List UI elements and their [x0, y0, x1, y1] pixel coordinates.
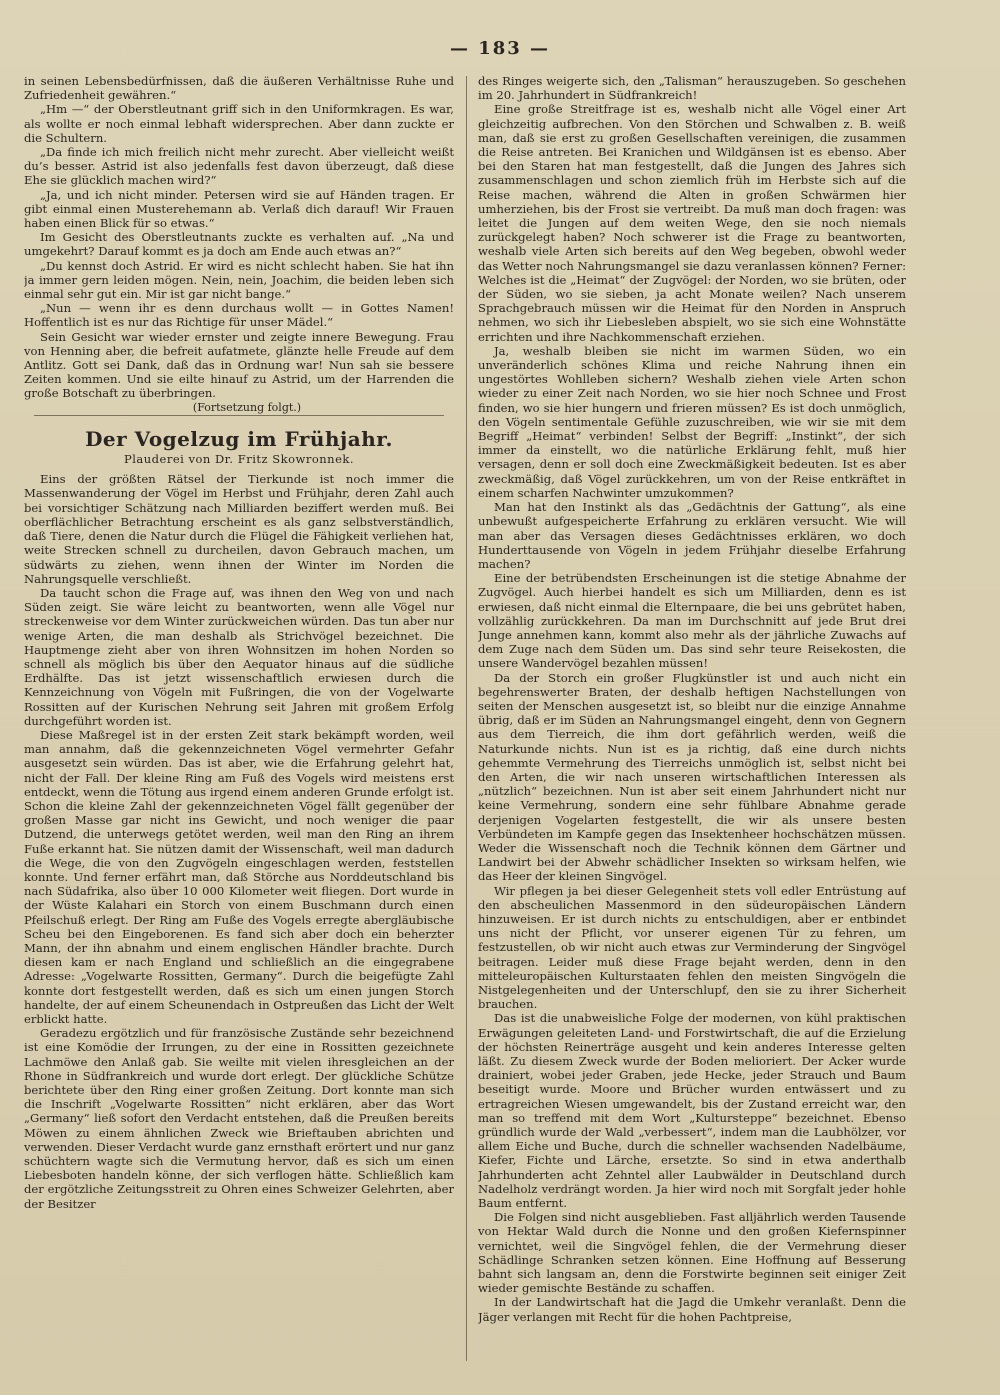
article-paragraph: Wir pflegen ja bei dieser Gelegenheit stets voll edler Entrüstung auf den abscheulichen Massenmord in den südeuropäischen Ländern hinzuweisen. Er ist durch nichts zu entschuldigen, aber er entbindet uns nicht der Pflicht, vor unserer eigenen Tür zu fehren, um festzustellen, ob wir nicht auch etwas zur Verminderung der Singvögel beitragen. Leider muß diese Frage bejaht werden, denn in den mitteleuropäischen Kulturstaaten fehlen den meisten Singvögeln die Nistgelegenheiten und der Unterschlupf, den sie zu ihrer Sicherheit brauchen. [478, 883, 906, 1012]
story-paragraph: Im Gesicht des Oberstleutnants zuckte es verhalten auf. „Na und umgekehrt? Darauf kommt es ja doch am Ende auch etwas an?“ [24, 230, 454, 259]
article-paragraph: Das ist die unabweisliche Folge der modernen, von kühl praktischen Erwägungen geleiteten Land- und Forstwirtschaft, die auf die Erzielung der höchsten Reinerträge ausgeht und kein anderes Interesse gelten läßt. Zu diesem Zweck wurde der Boden melioriert. Der Acker wurde drainiert, wobei jeder Graben, jede Hecke, jeder Strauch und Baum beseitigt wurde. Moore und Brücher wurden entwässert und zu ertragreichen Wiesen umgewandelt, bis der Zustand erreicht war, den man so treffend mit dem Wort „Kultursteppe“ bezeichnet. Ebenso gründlich wurde der Wald „verbessert“, indem man die Laubhölzer, vor allem Eiche und Buche, durch die schneller wachsenden Nadelbäume, Kiefer, Fichte und Lärche, ersetzte. So sind in etwa anderthalb Jahrhunderten acht Zehntel aller Laubwälder in Deutschland durch Nadelholz verdrängt worden. Ja hier wird noch mit Sorgfalt jeder hohle Baum entfernt. [478, 1011, 906, 1211]
article-paragraph: Die Folgen sind nicht ausgeblieben. Fast alljährlich werden Tausende von Hektar Wald durch die Nonne und den großen Kiefernspinner vernichtet, weil die Singvögel fehlen, die der Vermehrung dieser Schädlinge Schranken setzen können. Eine Hoffnung auf Besserung bahnt sich langsam an, denn die Forstwirte beginnen seit einiger Zeit wieder gemischte Bestände zu schaffen. [478, 1210, 906, 1296]
article-paragraph: Ja, weshalb bleiben sie nicht im warmen Süden, wo ein unveränderlich schönes Klima und reiche Nahrung ihnen ein ungestörtes Wohlleben sichern? Weshalb ziehen viele Arten schon wieder zu einer Zeit nach Norden, wo sie hier noch Schnee und Frost finden, wo sie hier hungern und frieren müssen? Es ist doch unmöglich, den Vögeln sentimentale Gefühle zuzuschreiben, wie wir sie mit dem Begriff „Heimat“ verbinden! Selbst der Begriff: „Instinkt“, der sich immer da einstellt, wo die natürliche Erklärung fehlt, muß hier versagen, denn er soll doch eine Zweckmäßigkeit bedeuten. Ist es aber zweckmäßig, daß Vögel zurückkehren, um von der Reise entkräftet in einem scharfen Nachwinter umzukommen? [478, 343, 906, 500]
story-paragraph: „Hm —“ der Oberstleutnant griff sich in den Uniformkragen. Es war, als wollte er noch einmal lebhaft widersprechen. Aber dann zuckte er die Schultern. [24, 102, 454, 145]
story-paragraph: „Da finde ich mich freilich nicht mehr zurecht. Aber vielleicht weißt du’s besser. Astrid ist also jedenfalls fest davon überzeugt, daß diese Ehe sie glücklich machen wird?“ [24, 145, 454, 188]
article-paragraph: Eine große Streitfrage ist es, weshalb nicht alle Vögel einer Art gleichzeitig aufbrechen. Von den Störchen und Schwalben z. B. weiß man, daß sie erst zu großen Gesellschaften vereinigen, die zusammen die Reise antreten. Bei Kranichen und Wildgänsen ist es ebenso. Aber bei den Staren hat man festgestellt, daß die Jungen des Jahres sich zusammenschlagen und schon ziemlich früh im Herbste sich auf die Reise machen, während die Alten in großen Schwärmen hier umherziehen, bis der Frost sie vertreibt. Da muß man doch fragen: was leitet die Jungen auf dem weiten Wege, den sie noch niemals zurückgelegt haben? Noch schwerer ist die Frage zu beantworten, weshalb viele Arten sich bereits auf den Weg begeben, obwohl weder das Wetter noch Nahrungsmangel sie dazu veranlassen können? Ferner: Welches ist die „Heimat“ der Zugvögel: der Norden, wo sie brüten, oder der Süden, wo sie sieben, ja acht Monate weilen? Nach unserem Sprachgebrauch müssen wir die Heimat für den Norden in Anspruch nehmen, wo sich ihr Liebesleben abspielt, wo sie sich eine Wohnstätte errichten und ihre Nachkommenschaft erziehen. [478, 102, 906, 344]
right-column [478, 74, 906, 1374]
article-paragraph: Diese Maßregel ist in der ersten Zeit stark bekämpft worden, weil man annahm, daß die gekennzeichneten Vögel vermehrter Gefahr ausgesetzt sein würden. Das ist aber, wie die Erfahrung gelehrt hat, nicht der Fall. Der kleine Ring am Fuß des Vogels wird meistens erst entdeckt, wenn die Tötung aus irgend einem anderen Grunde erfolgt ist. Schon die kleine Zahl der gekennzeichneten Vögel fällt gegenüber der großen Masse gar nicht ins Gewicht, und noch weniger die paar Dutzend, die unterwegs getötet werden, weil man den Ring an ihrem Fuße erkannt hat. Sie nützen damit der Wissenschaft, weil man dadurch die Wege, die von den Zugvögeln eingeschlagen werden, feststellen konnte. Und ferner erfährt man, daß Störche aus Norddeutschland bis nach Südafrika, also über 10 000 Kilometer weit fliegen. Dort wurde in der Wüste Kalahari ein Storch von einem Buschmann durch einen Pfeilschuß erlegt. Der Ring am Fuße des Vogels erregte abergläubische Scheu bei den Eingeborenen. Es fand sich aber doch ein beherzter Mann, der ihn abnahm und einem englischen Händler brachte. Durch diesen kam er nach England und schließlich an die eingegrabene Adresse: „Vogelwarte Rossitten, Germany“. Durch die beigefügte Zahl konnte dort festgestellt werden, daß es sich um einen jungen Storch handelte, der auf einem Scheunendach in Ostpreußen das Licht der Welt erblickt hatte. [24, 727, 454, 1026]
article-paragraph: Geradezu ergötzlich und für französische Zustände sehr bezeichnend ist eine Komödie der Irrungen, zu der eine in Rossitten gezeichnete Lachmöwe den Anlaß gab. Sie weilte mit vielen ihresgleichen an der Rhone in Südfrankreich und wurde dort erlegt. Der glückliche Schütze berichtete über den Ring einer großen Zeitung. Dort konnte man sich die Inschrift „Vogelwarte Rossitten“ nicht erklären, aber das Wort „Germany“ ließ sofort den Verdacht entstehen, daß die Preußen bereits Möwen zu einem ähnlichen Zweck wie Brieftauben abrichten und verwenden. Dieser Verdacht wurde ganz ernsthaft erörtert und nur ganz schüchtern wagte sich die Vermutung hervor, daß es sich um einen Liebesboten handeln könne, der sich verflogen hätte. Schließlich kam der ergötzliche Zeitungsstreit zu Ohren eines Schweizer Gelehrten, aber der Besitzer [24, 1026, 454, 1211]
article-paragraph: Eine der betrübendsten Erscheinungen ist die stetige Abnahme der Zugvögel. Auch hierbei handelt es sich um Milliarden, denn es ist erwiesen, daß nicht einmal die Elternpaare, die bei uns gebrütet haben, vollzählig zurückkehren. Da man im Durchschnitt auf jede Brut drei Junge annehmen kann, kommt also mehr als der jährliche Zuwachs auf dem Zuge nach dem Süden um. Das sind sehr teure Reisekosten, die unsere Wandervögel bezahlen müssen! [478, 571, 906, 671]
section-divider [34, 415, 444, 416]
story-paragraph: „Du kennst doch Astrid. Er wird es nicht schlecht haben. Sie hat ihn ja immer gern leiden mögen. Nein, nein, Joachim, die beiden leben sich einmal sehr gut ein. Mir ist gar nicht bange.“ [24, 258, 454, 302]
story-paragraph: Sein Gesicht war wieder ernster und zeigte innere Bewegung. Frau von Henning aber, die befreit aufatmete, glänzte helle Freude auf dem Antlitz. Gott sei Dank, daß das in Ordnung war! Nun sah sie bessere Zeiten kommen. Und sie eilte hinauf zu Astrid, um der Harrenden die große Botschaft zu überbringen. [24, 329, 454, 401]
left-column [24, 74, 454, 1374]
story-paragraph: in seinen Lebensbedürfnissen, daß die äußeren Verhältnisse Ruhe und Zufriedenheit gewähren.“ [24, 74, 454, 103]
article-byline: Plauderei von Dr. Fritz Skowronnek. [124, 452, 354, 467]
article-paragraph: Da der Storch ein großer Flugkünstler ist und auch nicht ein begehrenswerter Braten, der deshalb heftigen Nachstellungen von seiten der Menschen ausgesetzt ist, so bleibt nur die einzige Annahme übrig, daß er im Süden an Nahrungsmangel eingeht, denn von Gegnern aus dem Tierreich, die ihm dort gefährlich werden, weiß die Naturkunde nichts. Nun ist es ja richtig, daß eine durch nichts gehemmte Vermehrung des Tierreichs unmöglich ist, selbst nicht bei den Arten, die wir nach unseren wirtschaftlichen Interessen als „nützlich“ bezeichnen. Nun ist aber seit einem Jahrhundert nicht nur keine Vermehrung, sondern eine sehr fühlbare Abnahme gerade derjenigen Vogelarten festgestellt, die wir als unsere besten Verbündeten im Kampfe gegen das Insektenheer hochschätzen müssen. Weder die Wissenschaft noch die Technik können dem Gärtner und Landwirt bei der Abwehr schädlicher Insekten so wirksam helfen, wie das Heer der kleinen Singvögel. [478, 670, 906, 884]
continuation-note: (Fortsetzung folgt.) [192, 400, 302, 414]
article-title: Der Vogelzug im Frühjahr. [85, 426, 393, 451]
article-paragraph: Man hat den Instinkt als das „Gedächtnis der Gattung“, als eine unbewußt aufgespeicherte Erfahrung zu erklären versucht. Wie will man aber das Versagen dieses Gedächtnisses erklären, wo doch Hunderttausende von Vögeln in jedem Frühjahr dieselbe Erfahrung machen? [478, 500, 906, 571]
article-paragraph: In der Landwirtschaft hat die Jagd die Umkehr veranlaßt. Denn die Jäger verlangen mit Recht für die hohen Pachtpreise, [478, 1295, 906, 1324]
column-divider [466, 76, 467, 1361]
article-paragraph: Da taucht schon die Frage auf, was ihnen den Weg von und nach Süden zeigt. Sie wäre leicht zu beantworten, wenn alle Vögel nur streckenweise vor dem Winter zurückweichen würden. Das tun aber nur wenige Arten, die man deshalb als Strichvögel bezeichnet. Die Hauptmenge zieht aber von ihren Wohnsitzen im hohen Norden so schnell als möglich bis über den Aequator hinaus auf die südliche Erdhälfte. Das ist jetzt wissenschaftlich erwiesen durch die Kennzeichnung von Vögeln mit Fußringen, die von der Vogelwarte Rossitten auf der Kurischen Nehrung seit Jahren mit großem Erfolg durchgeführt worden ist. [24, 585, 454, 728]
page-number: — 183 — [449, 38, 551, 59]
article-paragraph: Eins der größten Rätsel der Tierkunde ist noch immer die Massenwanderung der Vögel im Herbst und Frühjahr, deren Zahl auch bei vorsichtiger Schätzung nach Milliarden beziffert werden muß. Bei oberflächlicher Betrachtung erscheint es als ganz selbstverständlich, daß Tiere, denen die Natur durch die Flügel die Fähigkeit verliehen hat, weite Strecken schnell zu durcheilen, davon Gebrauch machen, um südwärts zu ziehen, wenn ihnen der Winter im Norden die Nahrungsquelle verschließt. [24, 472, 454, 586]
article-paragraph: des Ringes weigerte sich, den „Talisman“ herauszugeben. So geschehen im 20. Jahrhundert in Südfrankreich! [478, 74, 906, 103]
story-paragraph: „Ja, und ich nicht minder. Petersen wird sie auf Händen tragen. Er gibt einmal einen Musterehemann ab. Verlaß dich darauf! Wir Frauen haben einen Blick für so etwas.“ [24, 187, 454, 231]
story-paragraph: „Nun — wenn ihr es denn durchaus wollt — in Gottes Namen! Hoffentlich ist es nur das Richtige für unser Mädel.“ [24, 301, 454, 330]
